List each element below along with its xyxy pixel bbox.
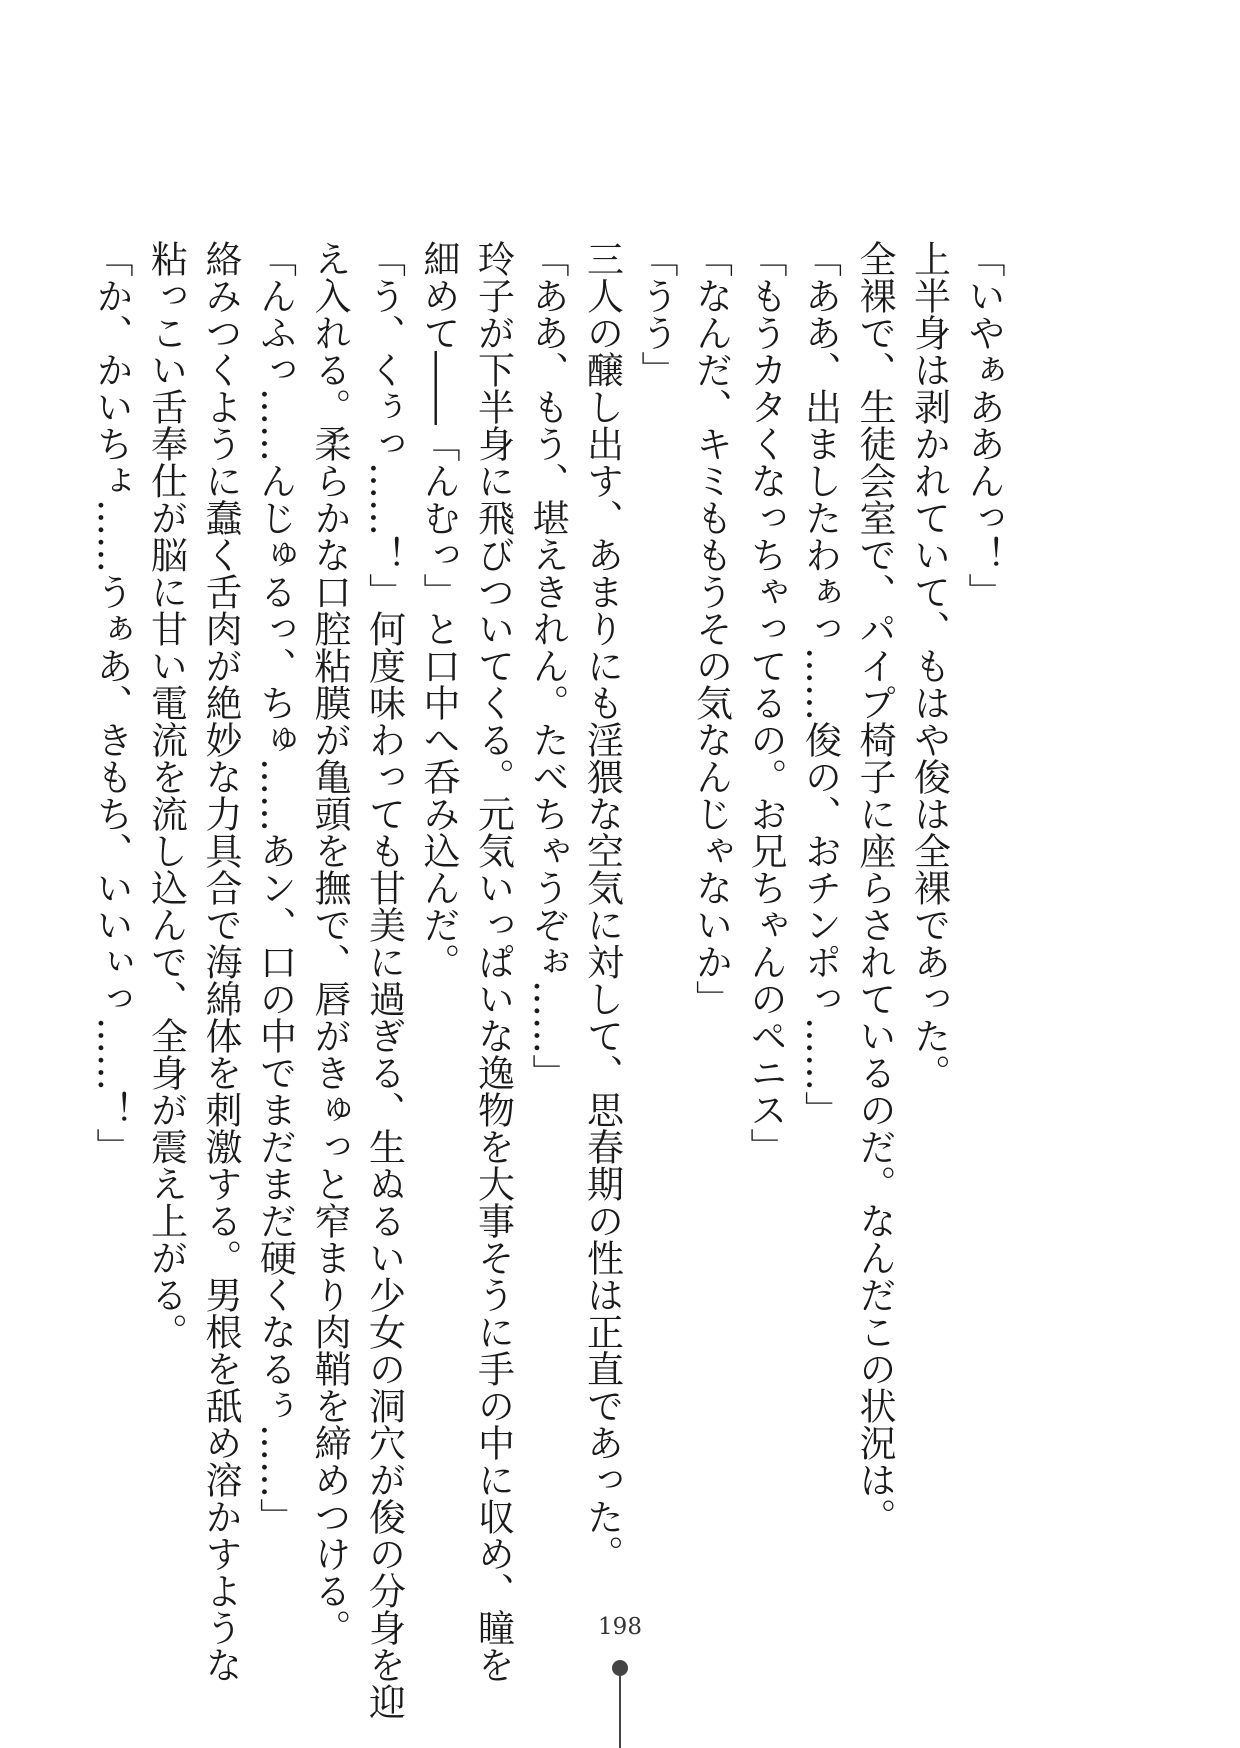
text-line: 「ああ、もう、堪えきれん。たべちゃうぞぉ……」 — [526, 240, 569, 1091]
text-line: 「なんだ、キミももうその気なんじゃないか」 — [689, 240, 733, 1017]
text-line: 絡みつくように蠢く舌肉が絶妙な力具合で海綿体を刺激する。男根を舐め溶かすような — [199, 240, 242, 1683]
text-line: 玲子が下半身に飛びついてくる。元気いっぱいな逸物を大事そうに手の中に収め、瞳を — [471, 240, 515, 1683]
text-line: 三人の醸し出す、あまりにも淫猥な空気に対して、思春期の性は正直であった。 — [580, 240, 624, 1572]
text-line: 粘っこい舌奉仕が脳に甘い電流を流し込んで、全身が震え上がる。 — [144, 240, 188, 1350]
text-line: 「ああ、出ましたわぁっ……俊の、おチンポっ……」 — [798, 240, 842, 1128]
page-number: 198 — [598, 1614, 642, 1640]
text-line: 全裸で、生徒会室で、パイプ椅子に座らされているのだ。なんだこの状況は。 — [853, 240, 896, 1535]
page-marker-dot — [612, 1660, 628, 1676]
text-line: 「いやぁああんっ！」 — [962, 240, 1005, 610]
text-line: 「うう」 — [635, 240, 678, 388]
page-marker-line — [619, 1676, 621, 1748]
text-line: 「んふっ……んじゅるっ、ちゅ……あン、口の中でまだまだ硬くなるぅ……」 — [253, 240, 297, 1535]
text-line: え入れる。柔らかな口腔粘膜が亀頭を撫で、唇がきゅっと窄まり肉鞘を締めつける。 — [308, 240, 351, 1646]
text-line: 上半身は剥かれていて、もはや俊は全裸であった。 — [907, 240, 951, 1091]
text-line: 「もうカタくなっちゃってるの。お兄ちゃんのペニス」 — [744, 240, 787, 1165]
text-line: 「か、かいちょ……うぁあ、きもち、いいぃっ……！」 — [90, 240, 133, 1165]
vertical-text-body — [84, 240, 1011, 1720]
text-line: 「う、くぅっ……！」何度味わっても甘美に過ぎる、生ぬるい少女の洞穴が俊の分身を迎 — [362, 240, 406, 1720]
text-line: 細めて――「んむっ」と口中へ呑み込んだ。 — [417, 240, 460, 980]
